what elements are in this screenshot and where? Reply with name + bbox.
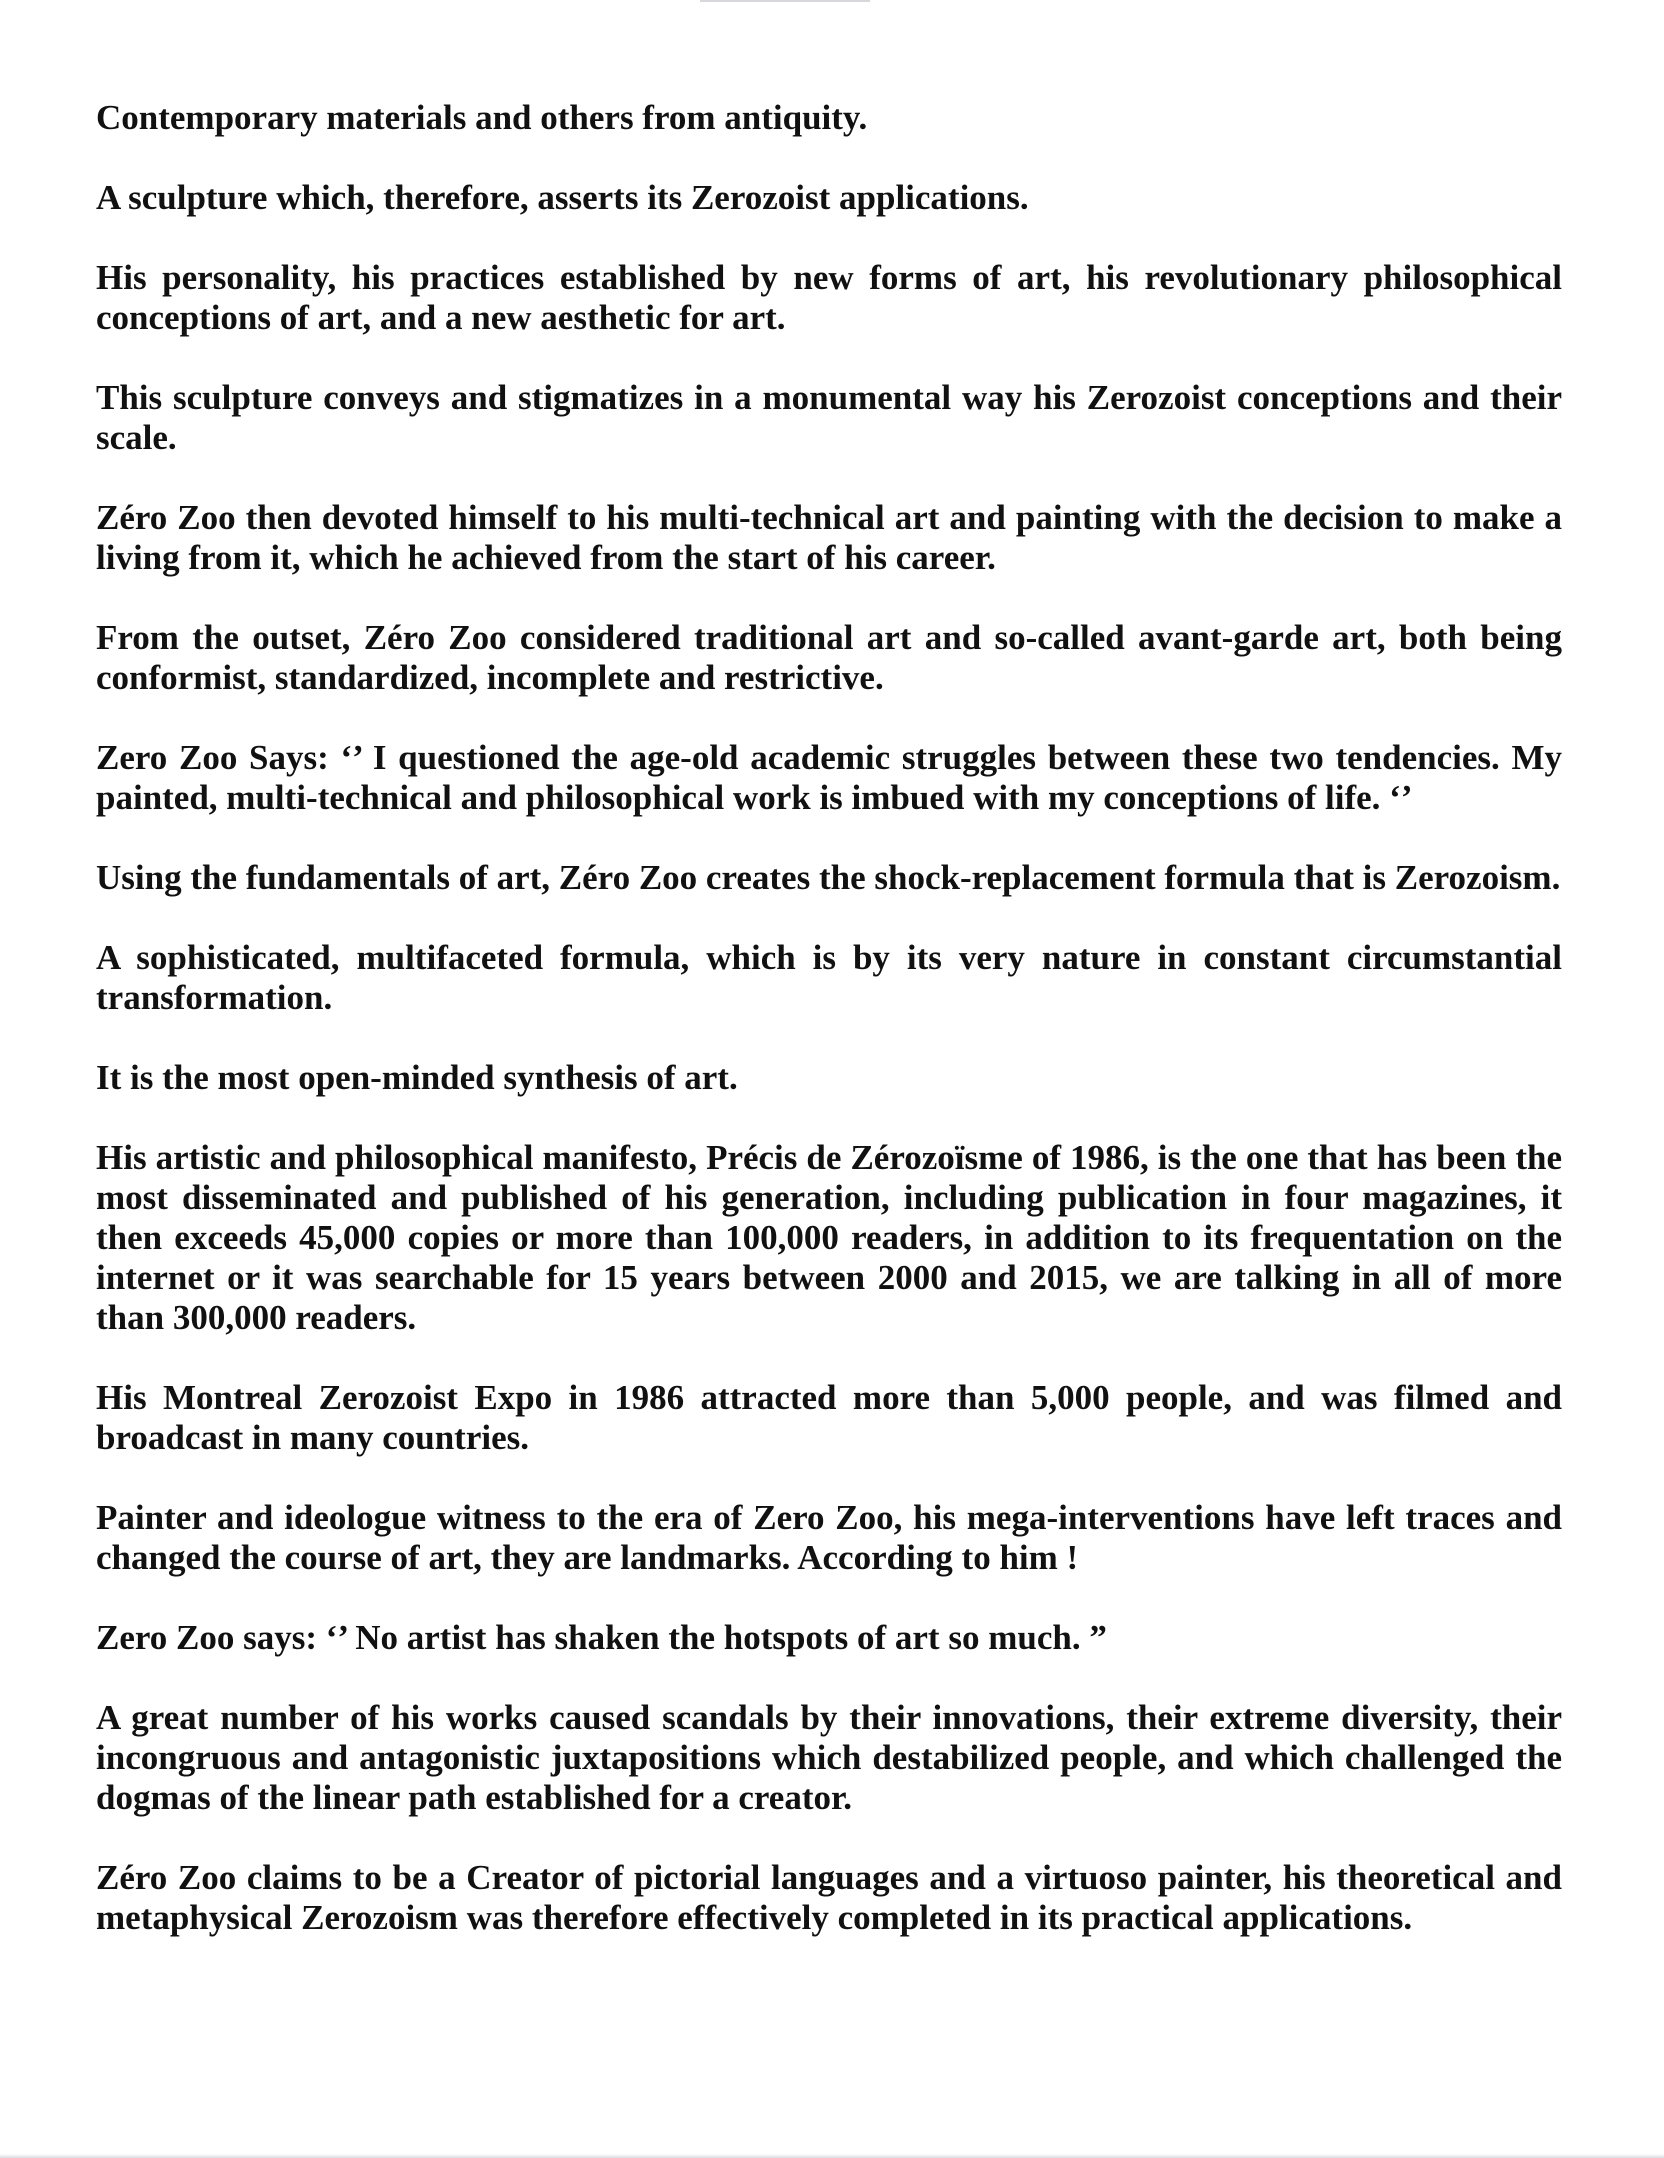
paragraph-11: His artistic and philosophical manifesto, Précis de Zérozoïsme of 1986, is the one that has been the most disseminated and published of his generation, including publication in four magazines, it then exceeds 45,000 copies or more than 100,000 readers, in addition to its frequentation on the internet or it was searchable for 15 years between 2000 and 2015, we are talking in all of more than 300,000 readers. (96, 1138, 1562, 1337)
scan-edge-mark (700, 0, 870, 2)
paragraph-14: Zero Zoo says: ‘’ No artist has shaken the hotspots of art so much. ” (96, 1618, 1107, 1657)
paragraph-1: Contemporary materials and others from antiquity. (96, 98, 868, 137)
paragraph-2: A sculpture which, therefore, asserts its Zerozoist applications. (96, 178, 1029, 217)
paragraph-8: Using the fundamentals of art, Zéro Zoo creates the shock-replacement formula that is Zerozoism. (96, 858, 1561, 897)
paragraph-10: It is the most open-minded synthesis of art. (96, 1058, 738, 1097)
paragraph-9: A sophisticated, multifaceted formula, which is by its very nature in constant circumstantial transformation. (96, 938, 1562, 1017)
paragraph-6: From the outset, Zéro Zoo considered traditional art and so-called avant-garde art, both being conformist, standardized, incomplete and restrictive. (96, 618, 1562, 697)
paragraph-5: Zéro Zoo then devoted himself to his multi-technical art and painting with the decision to make a living from it, which he achieved from the start of his career. (96, 498, 1562, 577)
paragraph-3: His personality, his practices established by new forms of art, his revolutionary philosophical conceptions of art, and a new aesthetic for art. (96, 258, 1562, 337)
scan-bottom-edge (0, 2154, 1664, 2158)
paragraph-12: His Montreal Zerozoist Expo in 1986 attracted more than 5,000 people, and was filmed and broadcast in many countries. (96, 1378, 1562, 1457)
paragraph-13: Painter and ideologue witness to the era of Zero Zoo, his mega-interventions have left traces and changed the course of art, they are landmarks. According to him ! (96, 1498, 1562, 1577)
paragraph-4: This sculpture conveys and stigmatizes in a monumental way his Zerozoist conceptions and their scale. (96, 378, 1562, 457)
paragraph-15: A great number of his works caused scandals by their innovations, their extreme diversity, their incongruous and antagonistic juxtapositions which destabilized people, and which challenged the dogmas of the linear path established for a creator. (96, 1698, 1562, 1817)
document-body (96, 98, 1562, 1938)
paragraph-16: Zéro Zoo claims to be a Creator of pictorial languages and a virtuoso painter, his theoretical and metaphysical Zerozoism was therefore effectively completed in its practical applications. (96, 1858, 1562, 1937)
paragraph-7: Zero Zoo Says: ‘’ I questioned the age-old academic struggles between these two tendencies. My painted, multi-technical and philosophical work is imbued with my conceptions of life. ‘’ (96, 738, 1562, 817)
